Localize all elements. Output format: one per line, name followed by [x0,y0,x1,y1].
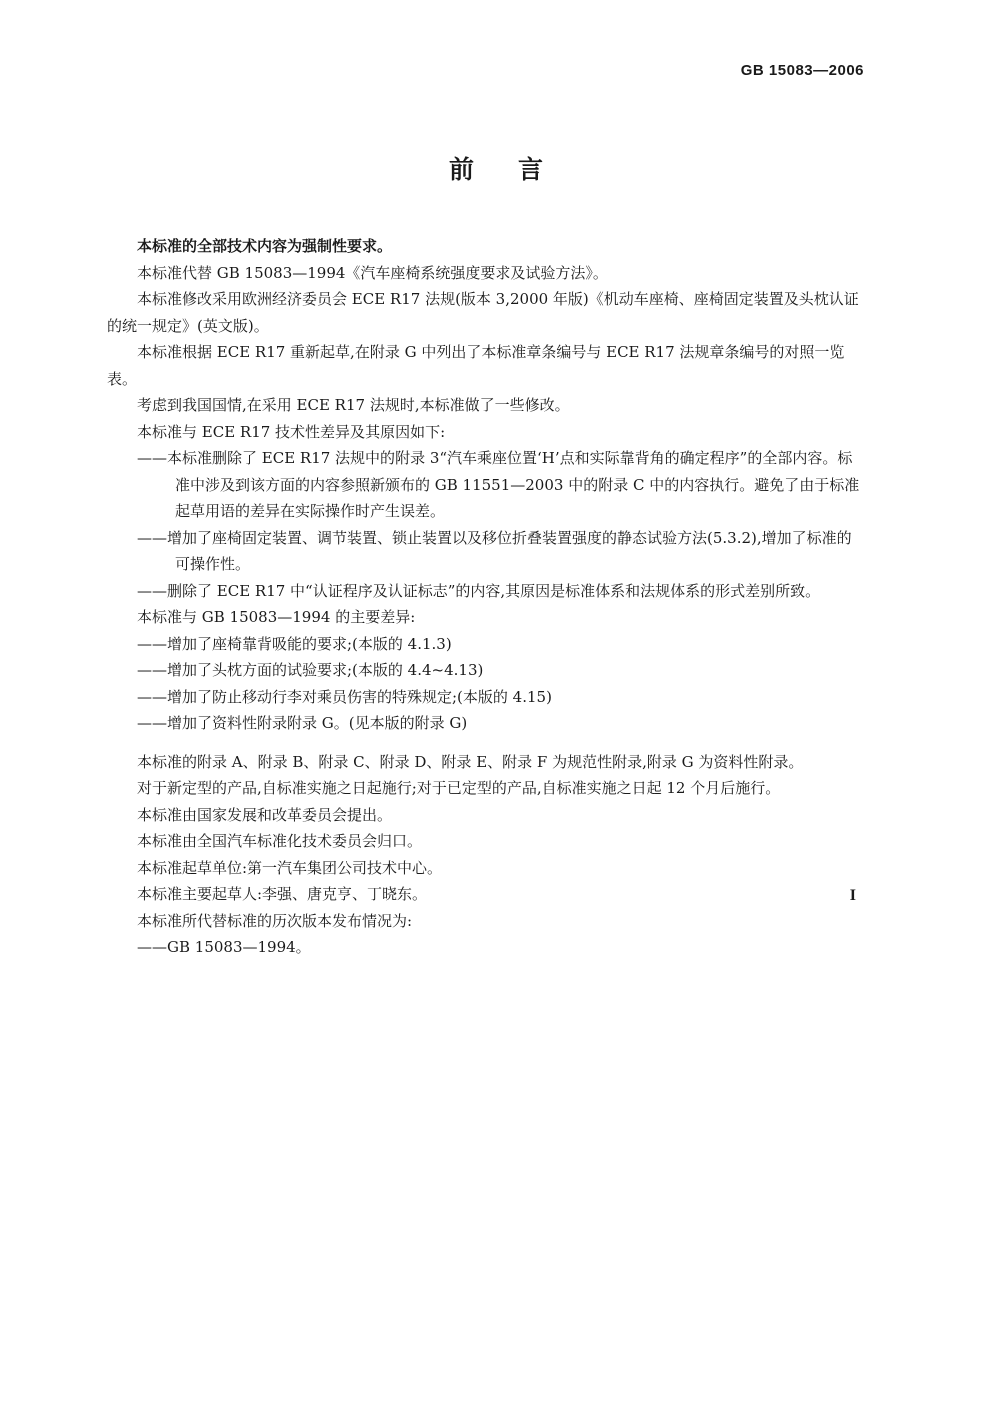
list-item-ece-diff: ——增加了座椅固定装置、调节装置、锁止装置以及移位折叠装置强度的静态试验方法(5.3.2),增加了标准的可操作性。 [137,528,852,573]
paragraph-adoption: 本标准修改采用欧洲经济委员会 ECE R17 法规(版本 3,2000 年版)《机动车座椅、座椅固定装置及头枕认证的统一规定》(英文版)。 [107,290,859,335]
list-item-ece-diff: ——本标准删除了 ECE R17 法规中的附录 3“汽车乘座位置‘H’点和实际靠背角的确定程序”的全部内容。标准中涉及到该方面的内容参照新颁布的 GB 11551—2003 中的附录 C 中的内容执行。避免了由于标准起草用语的差异在实际操作时产生误差。 [137,449,860,520]
paragraph-proposed-by: 本标准由国家发展和改革委员会提出。 [137,805,393,824]
paragraph-centralized-by: 本标准由全国汽车标准化技术委员会归口。 [137,832,423,850]
list-item-gb-diff: ——增加了头枕方面的试验要求;(本版的 4.4~4.13) [137,661,484,679]
paragraph-replaces: 本标准代替 GB 15083—1994《汽车座椅系统强度要求及试验方法》。 [137,263,608,282]
page-title: 前言 [448,155,587,184]
paragraph-drafting-unit: 本标准起草单位:第一汽车集团公司技术中心。 [137,858,443,877]
paragraph-redrafted: 本标准根据 ECE R17 重新起草,在附录 G 中列出了本标准章条编号与 ECE R17 法规章条编号的对照一览表。 [107,343,845,388]
list-item-gb-diff: ——增加了资料性附录附录 G。(见本版的附录 G) [137,714,468,732]
paragraph-gb-diff-intro: 本标准与 GB 15083—1994 的主要差异: [137,608,416,626]
list-item-ece-diff: ——删除了 ECE R17 中“认证程序及认证标志”的内容,其原因是标准体系和法规体系的形式差别所致。 [137,581,821,600]
document-body [107,233,865,961]
page-number: I [849,887,856,904]
list-item-gb-diff: ——增加了座椅靠背吸能的要求;(本版的 4.1.3) [137,634,452,653]
paragraph-drafters: 本标准主要起草人:李强、唐克亨、丁晓东。 [137,885,428,903]
paragraph-appendices: 本标准的附录 A、附录 B、附录 C、附录 D、附录 E、附录 F 为规范性附录,附录 G 为资料性附录。 [137,752,804,771]
list-item-history: ——GB 15083—1994。 [137,938,311,956]
paragraph-mandatory: 本标准的全部技术内容为强制性要求。 [137,237,393,255]
list-item-gb-diff: ——增加了防止移动行李对乘员伤害的特殊规定;(本版的 4.15) [137,687,552,706]
paragraph-national-conditions: 考虑到我国国情,在采用 ECE R17 法规时,本标准做了一些修改。 [137,396,570,414]
paragraph-implementation: 对于新定型的产品,自标准实施之日起施行;对于已定型的产品,自标准实施之日起 12 个月后施行。 [137,779,781,797]
section-gap [107,737,865,749]
paragraph-ece-diff-intro: 本标准与 ECE R17 技术性差异及其原因如下: [137,422,446,441]
paragraph-history-intro: 本标准所代替标准的历次版本发布情况为: [137,911,413,930]
standard-number-header: GB 15083—2006 [740,62,864,79]
